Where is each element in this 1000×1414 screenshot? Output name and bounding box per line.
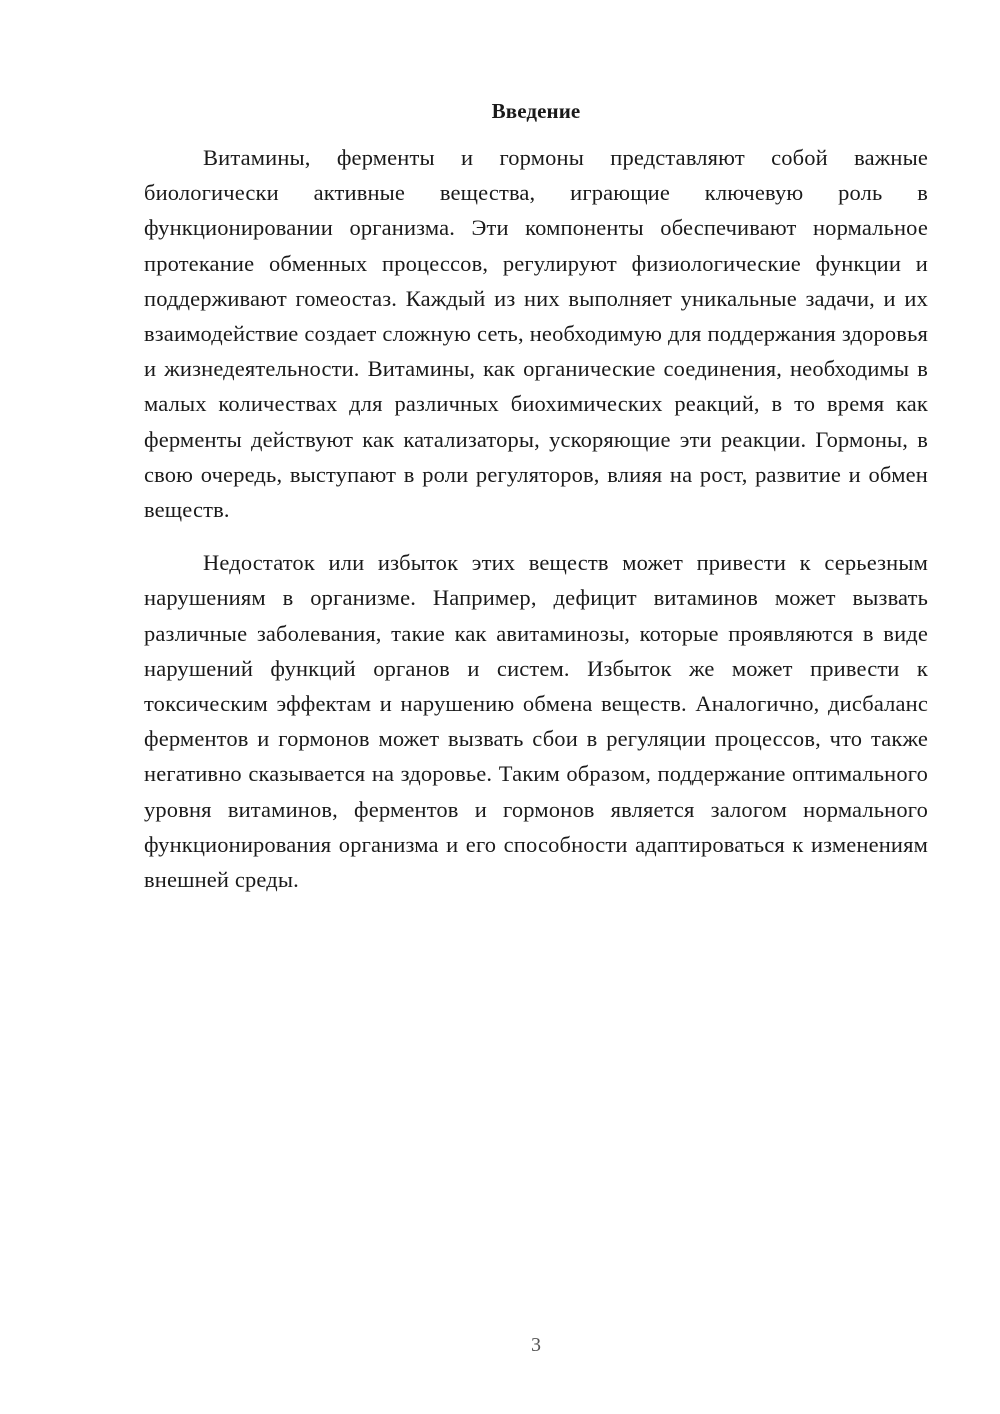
- section-heading: Введение: [491, 99, 581, 123]
- intro-paragraph-2: Недостаток или избыток этих веществ может привести к серьезным нарушениям в организме. Например, дефицит витаминов может вызвать различные заболевания, такие как авитаминозы, которые проявляются в виде нарушений функций органов и систем. Избыток же может привести к токсическим эффектам и нарушению обмена веществ. Аналогично, дисбаланс ферментов и гормонов может вызвать сбои в регуляции процессов, что также негативно сказывается на здоровье. Таким образом, поддержание оптимального уровня витаминов, ферментов и гормонов является залогом нормального функционирования организма и его способности адаптироваться к изменениям внешней среды.: [144, 550, 928, 893]
- intro-paragraph-1: Витамины, ферменты и гормоны представляют собой важные биологически активные вещества, играющие ключевую роль в функционировании организма. Эти компоненты обеспечивают нормальное протекание обменных процессов, регулируют физиологические функции и поддерживают гомеостаз. Каждый из них выполняет уникальные задачи, и их взаимодействие создает сложную сеть, необходимую для поддержания здоровья и жизнедеятельности. Витамины, как органические соединения, необходимы в малых количествах для различных биохимических реакций, в то время как ферменты действуют как катализаторы, ускоряющие эти реакции. Гормоны, в свою очередь, выступают в роли регуляторов, влияя на рост, развитие и обмен веществ.: [144, 145, 928, 523]
- page-content: [144, 94, 928, 897]
- page-number: 3: [531, 1334, 541, 1356]
